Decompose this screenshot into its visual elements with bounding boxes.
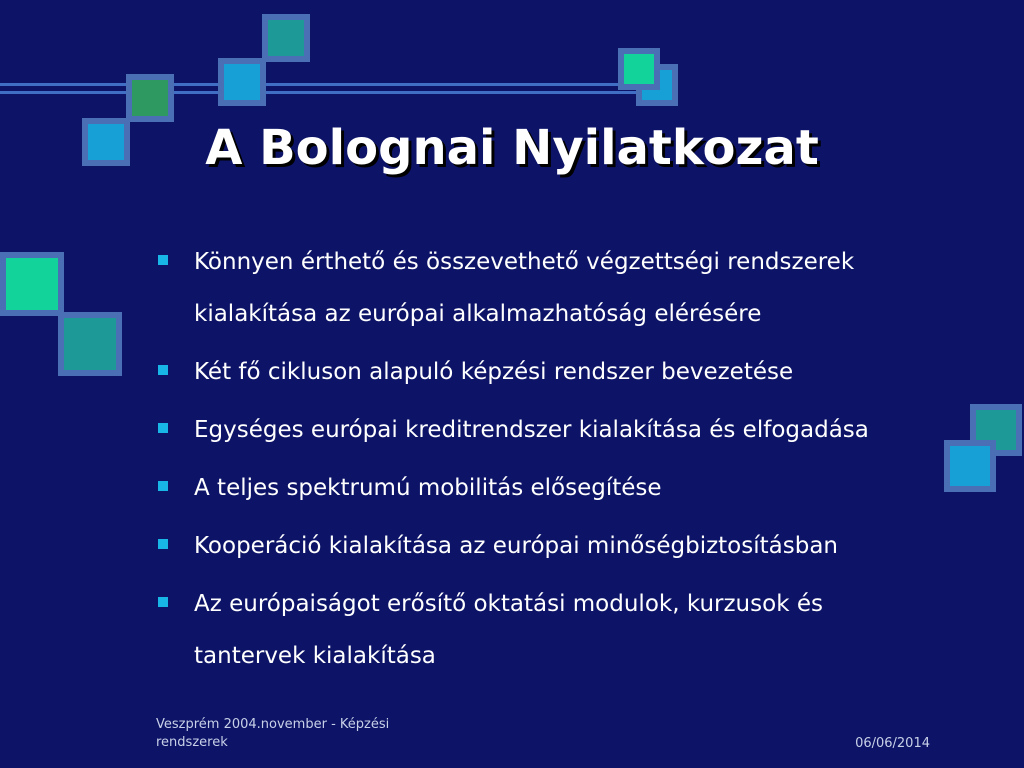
decor-square: [126, 74, 174, 122]
square-bullet-icon: [158, 255, 168, 265]
decor-square: [618, 48, 660, 90]
decor-square: [0, 252, 64, 316]
bullet-text: Az európaiságot erősítő oktatási modulok, kurzusok és tantervek kialakítása: [194, 591, 823, 669]
square-bullet-icon: [158, 423, 168, 433]
bullet-item: [158, 520, 938, 572]
bullet-item: [158, 578, 938, 682]
decor-square: [218, 58, 266, 106]
square-bullet-icon: [158, 481, 168, 491]
bullet-text: Egységes európai kreditrendszer kialakítása és elfogadása: [194, 417, 869, 443]
decor-square: [944, 440, 996, 492]
bullet-text: Könnyen érthető és összevethető végzettségi rendszerek kialakítása az európai alkalmazhatóság elérésére: [194, 249, 855, 327]
bullet-text: Kooperáció kialakítása az európai minőségbiztosításban: [194, 533, 838, 559]
square-bullet-icon: [158, 539, 168, 549]
bullet-item: [158, 236, 938, 340]
footer-date: 06/06/2014: [855, 736, 930, 751]
decor-square: [58, 312, 122, 376]
bullet-list: [158, 236, 938, 682]
decor-line: [0, 91, 660, 94]
bullet-item: [158, 346, 938, 398]
slide-title: A Bolognai Nyilatkozat: [205, 120, 819, 176]
bullet-text: A teljes spektrumú mobilitás elősegítése: [194, 475, 662, 501]
decor-line: [0, 83, 640, 86]
bullet-item: [158, 404, 938, 456]
bullet-text: Két fő cikluson alapuló képzési rendszer bevezetése: [194, 359, 794, 385]
square-bullet-icon: [158, 597, 168, 607]
square-bullet-icon: [158, 365, 168, 375]
bullet-item: [158, 462, 938, 514]
decor-square: [262, 14, 310, 62]
footer-left-text: Veszprém 2004.november - Képzési rendszerek: [156, 717, 390, 750]
